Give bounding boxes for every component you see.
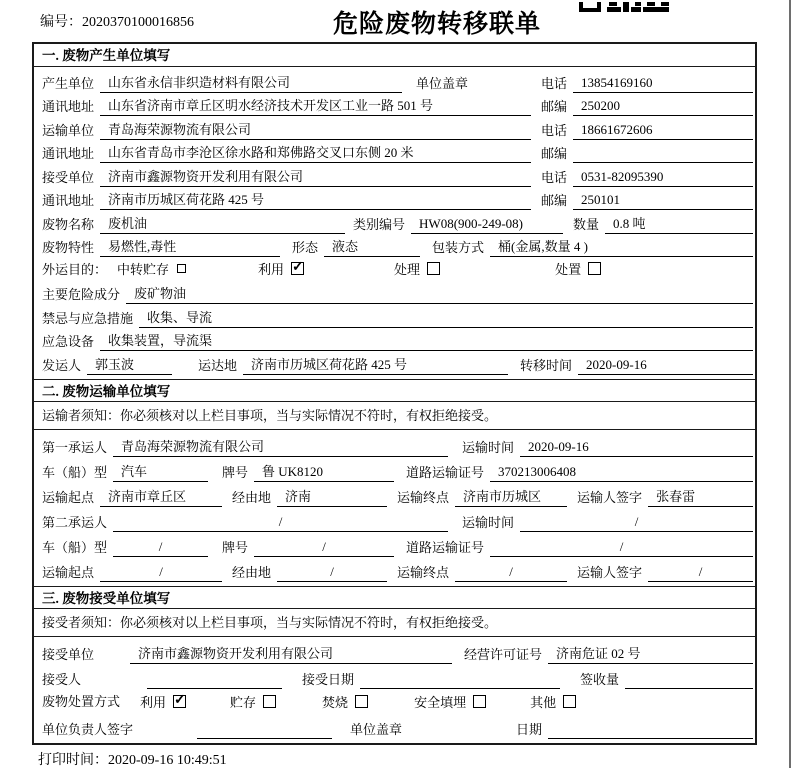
transporter-sign1-value: 张春雷 xyxy=(648,488,753,507)
transporter-zip-value xyxy=(573,144,753,163)
form-row-producer-address xyxy=(42,93,753,117)
form-row-producer xyxy=(42,69,753,93)
producer-zip-value: 250200 xyxy=(573,97,753,116)
waste-character-value: 易燃性,毒性 xyxy=(100,238,280,257)
field-label: 运输起点 xyxy=(42,489,95,505)
section3-title: 三. 废物接受单位填写 xyxy=(34,586,755,609)
field-label: 邮编 xyxy=(540,146,567,161)
field-label: 邮编 xyxy=(540,99,567,114)
taboo-measures-value: 收集、导流 xyxy=(139,309,753,328)
purpose-option-dispose xyxy=(555,259,601,278)
field-label: 经营许可证号 xyxy=(464,646,543,662)
field-label: 牌号 xyxy=(222,464,249,480)
field-label: 运输时间 xyxy=(462,439,515,455)
waste-form-value: 液态 xyxy=(324,238,420,257)
receiver-address-value: 济南市历城区荷花路 425 号 xyxy=(100,191,531,210)
page-edge-line xyxy=(789,0,791,768)
waste-name-value: 废机油 xyxy=(100,215,345,234)
field-label: 数量 xyxy=(573,216,600,232)
transporter-address-value: 山东省青岛市李沧区徐水路和郑佛路交叉口东侧 20 米 xyxy=(100,144,531,163)
form-row-sender xyxy=(42,351,753,375)
unit-seal-label: 单位盖章 xyxy=(350,721,403,737)
sender-value: 郭玉波 xyxy=(87,356,172,375)
field-label: 接受单位 xyxy=(42,169,95,185)
field-label: 车（船）型 xyxy=(42,539,108,555)
doc-number-value: 2020370100016856 xyxy=(82,15,194,30)
field-label: 道路运输证号 xyxy=(406,464,485,480)
checkbox-label: 处理 xyxy=(394,262,421,278)
print-time-value: 2020-09-16 10:49:51 xyxy=(108,753,227,768)
field-label: 废物特性 xyxy=(42,240,95,255)
field-label: 禁忌与应急措施 xyxy=(42,310,134,326)
checkbox-store xyxy=(263,695,276,708)
section1-content xyxy=(34,67,755,379)
field-label: 运输终点 xyxy=(397,489,450,505)
form-row-accept-unit xyxy=(42,639,753,664)
checkbox-label: 中转贮存 xyxy=(117,262,170,278)
acceptor-value xyxy=(147,670,282,689)
form-row-vehicle2 xyxy=(42,532,753,557)
field-label: 运输人签字 xyxy=(577,489,643,505)
field-label: 经由地 xyxy=(232,564,272,580)
form-row-hazard xyxy=(42,281,753,305)
form-row-acceptor xyxy=(42,664,753,689)
form-row-waste-name xyxy=(42,210,753,234)
checkbox-treat xyxy=(427,262,440,275)
form-row-route1 xyxy=(42,482,753,507)
via2-value: / xyxy=(277,563,387,582)
checkbox-transfer-storage xyxy=(177,264,186,273)
checkbox-utilize xyxy=(291,262,304,275)
field-label: 通讯地址 xyxy=(42,193,95,208)
manifest-table xyxy=(32,42,757,745)
field-label: 日期 xyxy=(516,721,543,737)
field-label: 接受单位 xyxy=(42,646,95,662)
end2-value: / xyxy=(455,563,567,582)
receiver-notice: 接受者须知：你必须核对以上栏目事项，当与实际情况不符时，有权拒绝接受。 xyxy=(34,609,755,637)
form-row-taboo xyxy=(42,304,753,328)
end1-value: 济南市历城区 xyxy=(455,488,567,507)
producer-phone-value: 13854169160 xyxy=(573,74,753,93)
receiver-phone-value: 0531-82095390 xyxy=(573,168,753,187)
field-label: 类别编号 xyxy=(353,216,406,232)
field-label: 第二承运人 xyxy=(42,514,108,530)
checkbox-label: 焚烧 xyxy=(322,694,349,710)
field-label: 运输起点 xyxy=(42,564,95,580)
checkbox-label: 利用 xyxy=(140,694,167,710)
road-cert2-value: / xyxy=(490,538,753,557)
packing-value: 桶(金属,数量 4 ) xyxy=(490,238,753,257)
field-label: 电话 xyxy=(540,122,567,138)
field-label: 邮编 xyxy=(540,193,567,208)
form-row-transporter xyxy=(42,116,753,140)
section2-title: 二. 废物运输单位填写 xyxy=(34,379,755,402)
destination-value: 济南市历城区荷花路 425 号 xyxy=(243,356,508,375)
field-label: 运输人签字 xyxy=(577,564,643,580)
plate2-value: / xyxy=(254,538,394,557)
page-title: 危险废物转移联单 xyxy=(333,11,542,38)
field-label: 产生单位 xyxy=(42,75,95,91)
disposal-option-utilize xyxy=(140,692,186,711)
field-label: 包装方式 xyxy=(432,240,485,255)
form-row-disposal xyxy=(42,689,753,714)
disposal-option-other xyxy=(530,692,576,711)
qr-code-fragment xyxy=(579,0,671,16)
form-row-head-sign xyxy=(42,714,753,739)
road-cert1-value: 370213006408 xyxy=(490,463,753,482)
form-row-equipment xyxy=(42,328,753,352)
form-row-carrier1 xyxy=(42,432,753,457)
checkbox-label: 安全填埋 xyxy=(414,694,467,710)
field-label: 通讯地址 xyxy=(42,99,95,114)
field-label: 牌号 xyxy=(222,539,249,555)
producer-value: 山东省永信非织造材料有限公司 xyxy=(100,74,402,93)
hazard-component-value: 废矿物油 xyxy=(126,285,753,304)
unit-seal-label: 单位盖章 xyxy=(416,75,469,91)
field-label: 电话 xyxy=(540,169,567,185)
purpose-option-transfer-storage xyxy=(117,259,186,278)
form-row-carrier2 xyxy=(42,507,753,532)
checkbox-dispose xyxy=(588,262,601,275)
field-label: 电话 xyxy=(540,75,567,91)
receiver-zip-value: 250101 xyxy=(573,191,753,210)
form-row-waste-character xyxy=(42,234,753,258)
accept-date-value xyxy=(360,670,560,689)
field-label: 道路运输证号 xyxy=(406,539,485,555)
plate1-value: 鲁 UK8120 xyxy=(254,463,394,482)
field-label: 车（船）型 xyxy=(42,464,108,480)
field-label: 接受人 xyxy=(42,671,82,687)
carrier2-value: / xyxy=(113,513,448,532)
transporter-phone-value: 18661672606 xyxy=(573,121,753,140)
form-row-receiver xyxy=(42,163,753,187)
disposal-option-landfill xyxy=(414,692,486,711)
field-label: 签收量 xyxy=(580,671,620,687)
form-row-receiver-address xyxy=(42,187,753,211)
field-label: 第一承运人 xyxy=(42,439,108,455)
field-label: 运达地 xyxy=(198,357,238,373)
producer-address-value: 山东省济南市章丘区明水经济技术开发区工业一路 501 号 xyxy=(100,97,531,116)
print-time-label: 打印时间： xyxy=(38,753,108,768)
transporter-notice: 运输者须知：你必须核对以上栏目事项，当与实际情况不符时，有权拒绝接受。 xyxy=(34,402,755,430)
field-label: 应急设备 xyxy=(42,334,95,349)
field-label: 通讯地址 xyxy=(42,146,95,161)
checkbox-incinerate xyxy=(355,695,368,708)
disposal-option-incinerate xyxy=(322,692,368,711)
form-row-transporter-address xyxy=(42,140,753,164)
section1-title: 一. 废物产生单位填写 xyxy=(34,44,755,67)
receiver-value: 济南市鑫源物资开发利用有限公司 xyxy=(100,168,531,187)
quantity-value: 0.8 吨 xyxy=(605,215,753,234)
field-label: 主要危险成分 xyxy=(42,287,121,302)
category-code-value: HW08(900-249-08) xyxy=(411,215,563,234)
checkbox-label: 贮存 xyxy=(230,694,257,710)
purpose-option-treat xyxy=(394,259,440,278)
license-number-value: 济南危证 02 号 xyxy=(548,645,753,664)
checkbox-other xyxy=(563,695,576,708)
field-label: 接受日期 xyxy=(302,671,355,687)
transfer-time-value: 2020-09-16 xyxy=(578,356,753,375)
field-label: 废物名称 xyxy=(42,216,95,232)
section3-content xyxy=(34,637,755,743)
checkbox-utilize xyxy=(173,695,186,708)
section2-content xyxy=(34,430,755,586)
field-label: 发运人 xyxy=(42,357,82,373)
head-sign-value xyxy=(197,720,332,739)
disposal-option-store xyxy=(230,692,276,711)
accept-unit-value: 济南市鑫源物资开发利用有限公司 xyxy=(130,645,452,664)
checkbox-label: 处置 xyxy=(555,262,582,278)
vehicle-type1-value: 汽车 xyxy=(113,463,208,482)
via1-value: 济南 xyxy=(277,488,387,507)
field-label: 外运目的： xyxy=(42,261,108,277)
form-row-route2 xyxy=(42,557,753,582)
field-label: 形态 xyxy=(292,240,319,255)
carrier1-value: 青岛海荣源物流有限公司 xyxy=(113,438,448,457)
field-label: 运输单位 xyxy=(42,122,95,138)
checkbox-label: 其他 xyxy=(530,694,557,710)
emergency-equipment-value: 收集装置，导流渠 xyxy=(100,332,753,351)
checkbox-label: 利用 xyxy=(258,262,285,278)
form-row-vehicle1 xyxy=(42,457,753,482)
field-label: 运输时间 xyxy=(462,514,515,530)
print-time xyxy=(38,749,227,768)
transport-time1-value: 2020-09-16 xyxy=(520,438,753,457)
doc-number xyxy=(40,11,194,31)
origin1-value: 济南市章丘区 xyxy=(100,488,222,507)
transport-time2-value: / xyxy=(520,513,753,532)
doc-number-label: 编号： xyxy=(40,15,82,30)
field-label: 运输终点 xyxy=(397,564,450,580)
accept-sign-date-value xyxy=(548,720,753,739)
received-qty-value xyxy=(625,670,753,689)
purpose-option-utilize xyxy=(258,259,304,278)
field-label: 经由地 xyxy=(232,489,272,505)
transporter-sign2-value: / xyxy=(648,563,753,582)
field-label: 废物处置方式 xyxy=(42,694,121,709)
transporter-value: 青岛海荣源物流有限公司 xyxy=(100,121,531,140)
form-row-purpose xyxy=(42,257,753,281)
field-label: 转移时间 xyxy=(520,357,573,373)
origin2-value: / xyxy=(100,563,222,582)
field-label: 单位负责人签字 xyxy=(42,721,134,737)
vehicle-type2-value: / xyxy=(113,538,208,557)
checkbox-landfill xyxy=(473,695,486,708)
